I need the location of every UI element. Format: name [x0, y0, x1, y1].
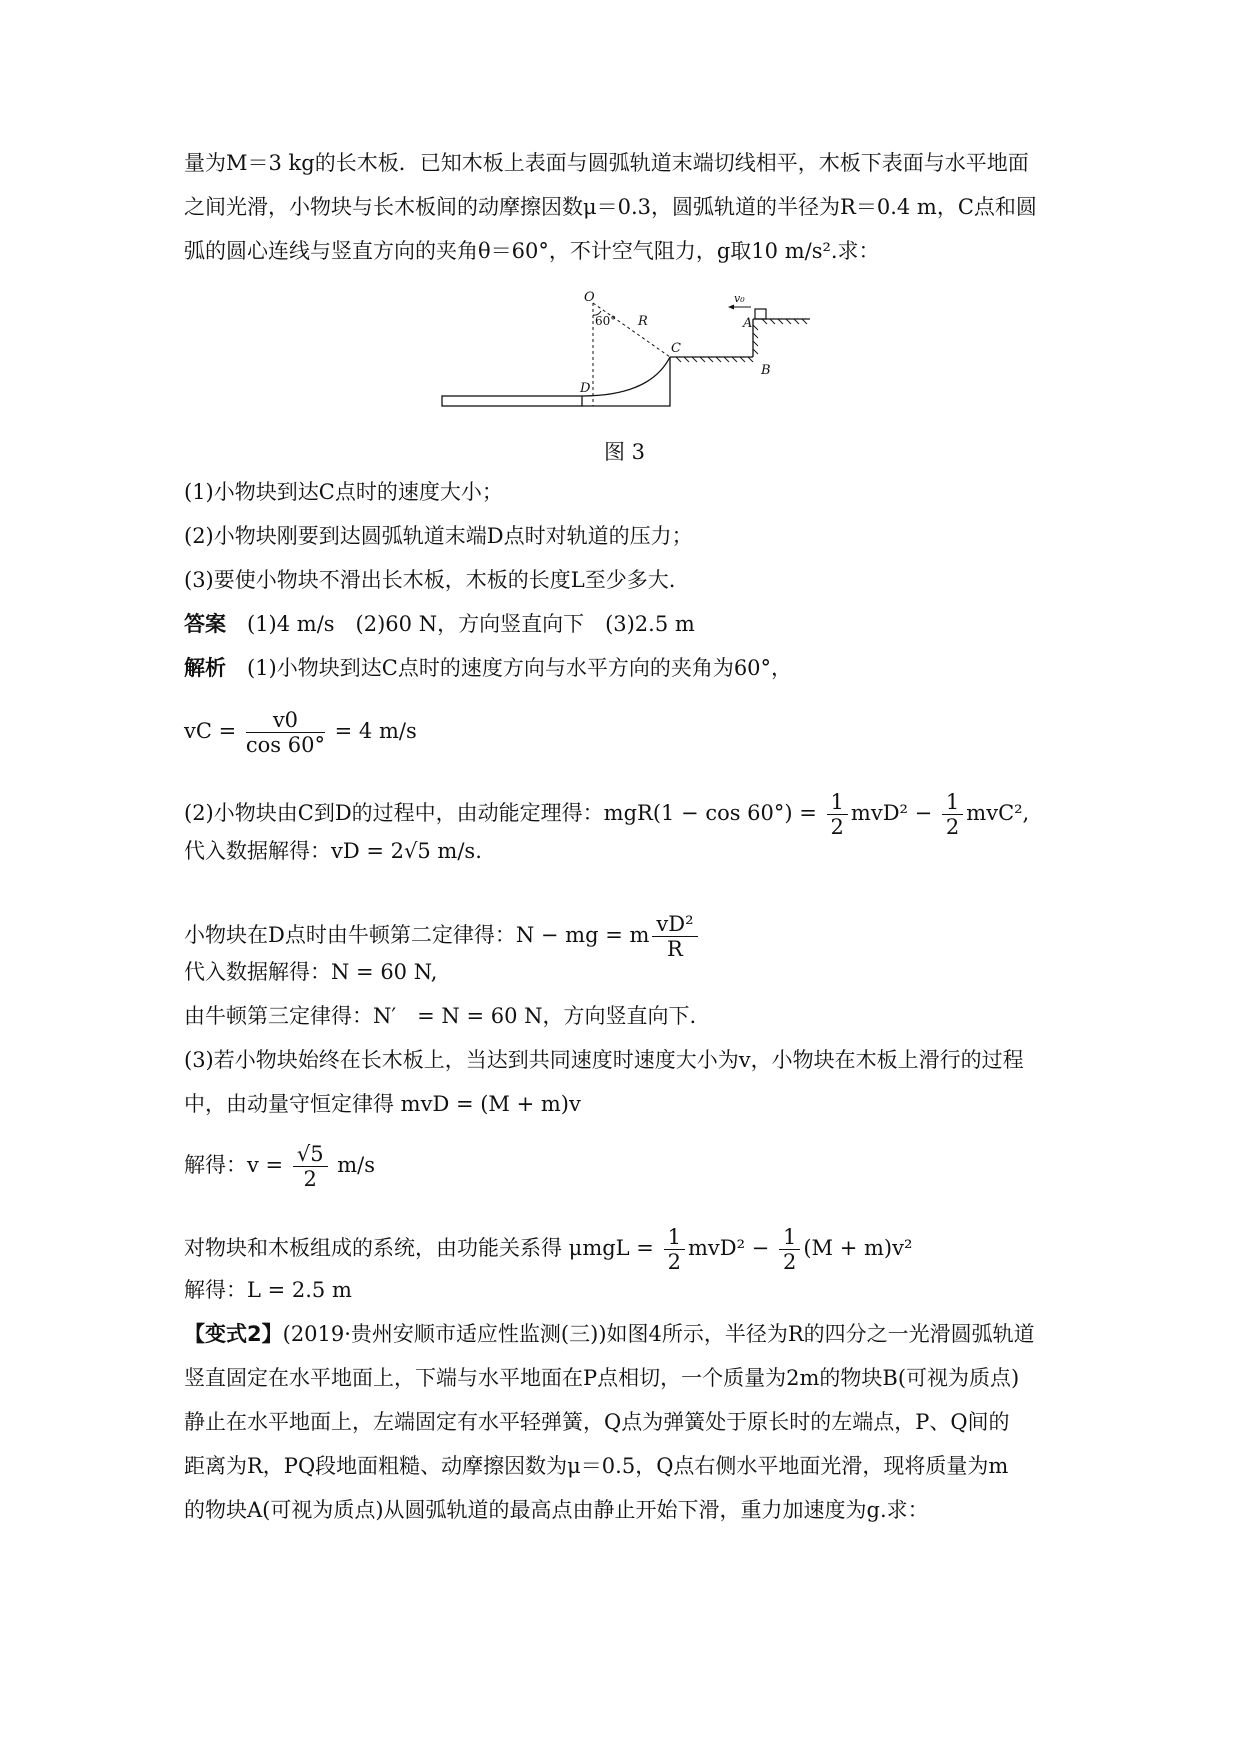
figure-caption: 图 3	[604, 440, 646, 464]
analysis-part3-line2: 中，由动量守恒定律得 mvD = (M + m)v	[184, 1092, 581, 1116]
svg-text:60°: 60°	[595, 314, 617, 328]
analysis-part3-line1: (3)若小物块始终在长木板上，当达到共同速度时速度大小为v，小物块在木板上滑行的过程	[184, 1048, 1024, 1072]
answer-label: 答案	[184, 612, 226, 636]
svg-text:C: C	[671, 341, 681, 356]
para-line-2: 之间光滑，小物块与长木板间的动摩擦因数μ＝0.3，圆弧轨道的半径为R＝0.4 m，C点和圆	[184, 195, 1037, 219]
track-support	[582, 357, 670, 406]
eq-v: 解得：v = $\frac{√5}{2}$ m/s	[184, 1142, 376, 1191]
svg-text:v₀: v₀	[734, 292, 745, 305]
answer-text: (1)4 m/s (2)60 N，方向竖直向下 (3)2.5 m	[247, 612, 695, 636]
eq-vd: 代入数据解得：vD = 2√5 m/s.	[184, 839, 482, 863]
variant-label: 【变式2】	[184, 1322, 283, 1346]
analysis-label: 解析	[184, 656, 226, 680]
arc-track	[582, 357, 670, 396]
physics-figure	[440, 285, 820, 415]
eq-l: 解得：L = 2.5 m	[184, 1278, 352, 1302]
variant-line-1: 【变式2】(2019·贵州安顺市适应性监测(三))如图4所示，半径为R的四分之一光滑圆弧轨道	[184, 1322, 1035, 1346]
small-block	[755, 309, 766, 319]
eq-newton2: 小物块在D点时由牛顿第二定律得：N − mg = m $\frac{\text{vD²}}{R}$	[184, 912, 701, 961]
variant-line-4: 距离为R，PQ段地面粗糙、动摩擦因数为μ＝0.5，Q点右侧水平地面光滑，现将质量为m	[184, 1454, 1009, 1478]
eq-energy: (2)小物块由C到D的过程中，由动能定理得：mgR(1 − cos 60°) = $\frac{1}{2}$ mvD² − $\frac{1}{2}$ mvC²,	[184, 790, 1030, 839]
eq-n: 代入数据解得：N = 60 N,	[184, 960, 438, 984]
question-1: (1)小物块到达C点时的速度大小；	[184, 480, 503, 504]
variant-line-2: 竖直固定在水平地面上，下端与水平地面在P点相切，一个质量为2m的物块B(可视为质点)	[184, 1366, 1020, 1390]
eq-newton3: 由牛顿第三定律得：N′ = N = 60 N，方向竖直向下.	[184, 1004, 697, 1028]
para-line-1: 量为M＝3 kg的长木板．已知木板上表面与圆弧轨道末端切线相平，木板下表面与水平地面	[184, 151, 1029, 175]
svg-text:A: A	[743, 316, 753, 331]
dashed-radius	[593, 303, 670, 357]
svg-text:R: R	[638, 314, 648, 329]
long-board	[442, 396, 582, 406]
eq-energy-system: 对物块和木板组成的系统，由功能关系得 μmgL = $\frac{1}{2}$ mvD² − $\frac{1}{2}$ (M + m)v²	[184, 1225, 913, 1274]
svg-text:O: O	[584, 290, 595, 305]
question-3: (3)要使小物块不滑出长木板，木板的长度L至少多大.	[184, 568, 676, 592]
variant-line-3: 静止在水平地面上，左端固定有水平轻弹簧，Q点为弹簧处于原长时的左端点，P、Q间的	[184, 1410, 1010, 1434]
variant-line-5: 的物块A(可视为质点)从圆弧轨道的最高点由静止开始下滑，重力加速度为g.求：	[184, 1498, 929, 1522]
svg-text:B: B	[761, 363, 771, 378]
velocity-arrow-icon	[728, 305, 734, 310]
analysis-line-1: 解析 (1)小物块到达C点时的速度方向与水平方向的夹角为60°，	[184, 656, 793, 680]
question-2: (2)小物块刚要到达圆弧轨道末端D点时对轨道的压力；	[184, 524, 693, 548]
eq-vc: vC = $\frac{v0}{\cos 60^\circ}$ = 4 m/s	[184, 708, 417, 757]
para-line-3: 弧的圆心连线与竖直方向的夹角θ＝60°，不计空气阻力，g取10 m/s².求：	[184, 239, 880, 263]
svg-text:D: D	[580, 381, 591, 396]
answer-line	[184, 610, 695, 638]
